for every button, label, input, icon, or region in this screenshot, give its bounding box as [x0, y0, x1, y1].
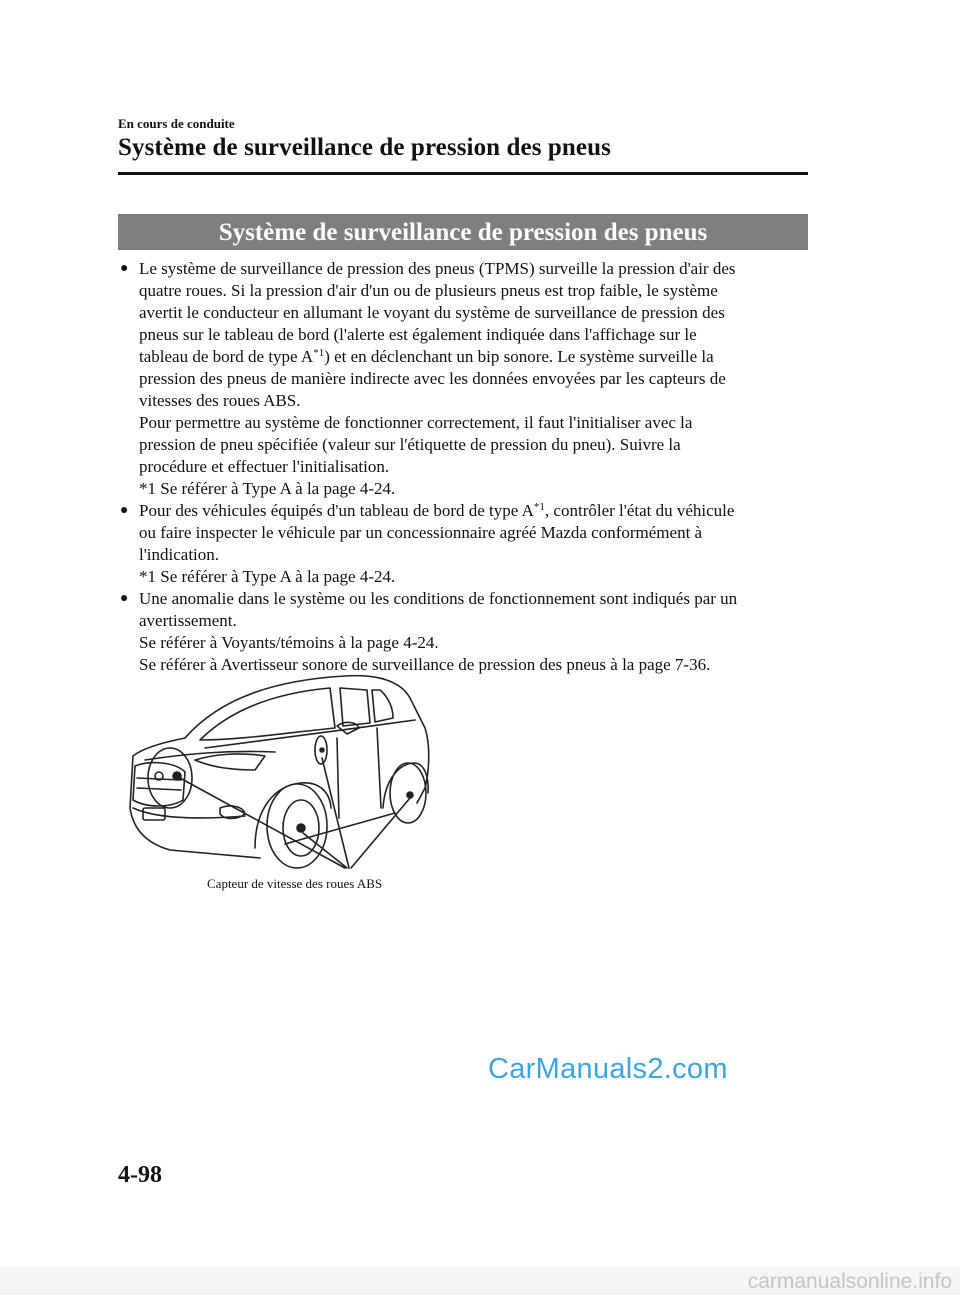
- bullet-icon: ●: [120, 503, 129, 518]
- bullet-item: [118, 258, 808, 500]
- footnote: *1 Se référer à Type A à la page 4-24.: [139, 567, 396, 586]
- text-line: pression de pneu spécifiée (valeur sur l'étiquette de pression du pneu). Suivre la: [139, 435, 681, 454]
- text-fragment: Pour des véhicules équipés d'un tableau de bord de type A: [139, 501, 534, 520]
- section-banner: Système de surveillance de pression des pneus: [118, 214, 808, 250]
- text-line: avertissement.: [139, 611, 237, 630]
- text-line: pneus sur le tableau de bord (l'alerte est également indiquée dans l'affichage sur le: [139, 325, 697, 344]
- footnote-ref: *1: [313, 347, 325, 359]
- text-line: Se référer à Voyants/témoins à la page 4-24.: [139, 633, 439, 652]
- figure-caption: Capteur de vitesse des roues ABS: [207, 876, 383, 891]
- page-title: Système de surveillance de pression des pneus: [118, 134, 611, 161]
- text-line: [139, 500, 808, 522]
- text-line: avertit le conducteur en allumant le voyant du système de surveillance de pression des: [139, 303, 725, 322]
- bullet-item: [118, 500, 808, 588]
- text-line: l'indication.: [139, 545, 220, 564]
- text-fragment: tableau de bord de type A: [139, 347, 314, 366]
- footer-watermark: carmanualsonline.info: [747, 1270, 952, 1293]
- text-line: [139, 346, 808, 368]
- bullet-icon: ●: [120, 261, 129, 276]
- text-fragment: ) et en déclenchant un bip sonore. Le système surveille la: [324, 347, 714, 366]
- watermark-logo: CarManuals2.com: [488, 1053, 728, 1085]
- text-line: pression des pneus de manière indirecte avec les données envoyées par les capteurs de: [139, 369, 726, 388]
- text-line: quatre roues. Si la pression d'air d'un ou de plusieurs pneus est trop faible, le système: [139, 281, 718, 300]
- text-line: Le système de surveillance de pression des pneus (TPMS) surveille la pression d'air des: [139, 259, 736, 278]
- header-divider: [118, 172, 808, 175]
- car-illustration: [125, 668, 440, 883]
- text-line: vitesses des roues ABS.: [139, 391, 301, 410]
- footnote-ref: *1: [533, 501, 545, 513]
- bullet-icon: ●: [120, 591, 129, 606]
- page-number: 4-98: [118, 1162, 162, 1188]
- text-line: Une anomalie dans le système ou les conditions de fonctionnement sont indiqués par un: [139, 589, 738, 608]
- section-header: En cours de conduite: [118, 116, 235, 131]
- footnote: *1 Se référer à Type A à la page 4-24.: [139, 479, 396, 498]
- text-line: Pour permettre au système de fonctionner correctement, il faut l'initialiser avec la: [139, 413, 693, 432]
- bullet-item: [118, 588, 808, 676]
- text-line: ou faire inspecter le véhicule par un concessionnaire agréé Mazda conformément à: [139, 523, 703, 542]
- text-line: Se référer à Avertisseur sonore de surveillance de pression des pneus à la page 7-36.: [139, 655, 711, 674]
- text-fragment: , contrôler l'état du véhicule: [544, 501, 735, 520]
- body-content: [118, 258, 808, 676]
- text-line: procédure et effectuer l'initialisation.: [139, 457, 390, 476]
